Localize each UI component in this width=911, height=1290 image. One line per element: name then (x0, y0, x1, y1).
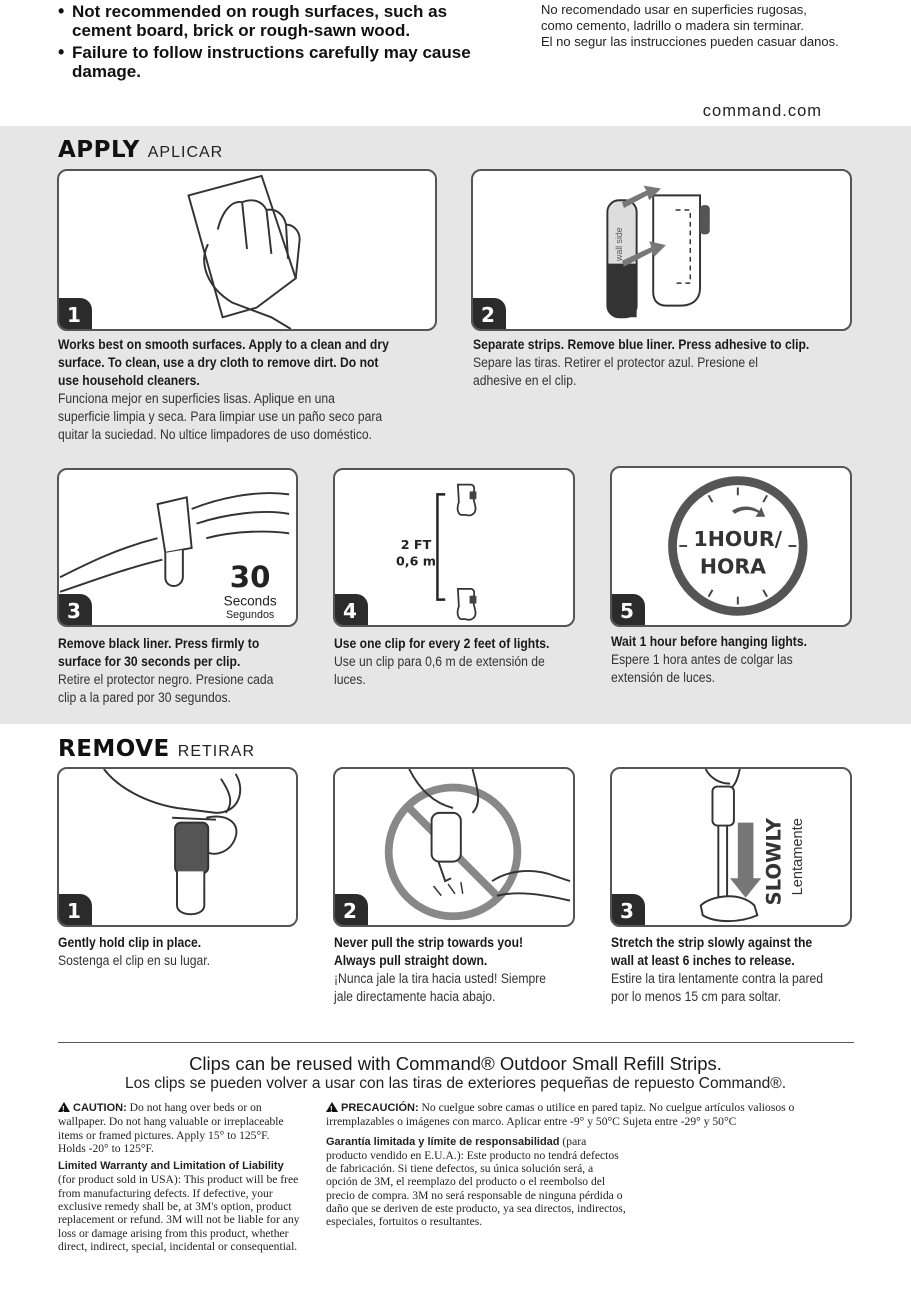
step-instruction-es: adhesive en el clip. (473, 373, 577, 388)
adhesive-strip-icon (473, 171, 850, 329)
apply-subtitle: APLICAR (147, 144, 224, 161)
remove-step-2-illustration (333, 767, 575, 927)
warnings-spanish (541, 2, 901, 50)
step-instruction-es: quitar la suciedad. No ultice limpadores de uso doméstico. (58, 427, 373, 442)
step-number-badge: 1 (57, 894, 92, 927)
step-number-badge: 2 (333, 894, 368, 927)
hold-clip-icon (59, 769, 296, 925)
step-instruction-es: Espere 1 hora antes de colgar las (611, 652, 793, 667)
step-instruction-es: Separe las tiras. Retirer el protector azul. Presione el (473, 355, 758, 370)
warranty-label: Limited Warranty and Limitation of Liability (58, 1160, 284, 1173)
stretch-strip-icon (612, 769, 850, 925)
step-number-badge: 4 (333, 594, 368, 627)
step-instruction-en: use household cleaners. (58, 373, 200, 388)
hand-wiping-icon (59, 171, 435, 329)
legal-english (58, 1101, 300, 1253)
apply-title: APPLY (58, 137, 140, 163)
step-instruction-es: superficie limpia y seca. Para limpiar use un paño seco para (58, 409, 383, 424)
legal-spanish (326, 1101, 854, 1229)
slowly-label: SLOWLY (762, 817, 786, 906)
step-instruction-es: Retire el protector negro. Presione cada (58, 672, 274, 687)
slowly-label-es: Lentamente (790, 818, 807, 896)
garantia-text: (para producto vendido en E.U.A.): Este producto no tendrá defectos de fabricación. Si tiene defectos, su única solución será, a opción de 3M, el reemplazo del producto o el reembolso del precio de compra. 3M no será responsable de ninguna pérdida o daño que se deriven de este producto, ya sea directos, indirectos, especiales, fortuitos o resultantes. (326, 1134, 626, 1229)
step-instruction-en: wall at least 6 inches to release. (611, 953, 795, 968)
apply-step-5-caption (611, 633, 861, 687)
reuse-note-en: Clips can be reused with Command® Outdoor Small Refill Strips. (189, 1053, 722, 1074)
warnings-english (58, 2, 478, 84)
timer-value: 30 (229, 559, 271, 594)
apply-heading (58, 137, 223, 163)
warning-es-line: El no segur las instrucciones pueden casuar danos. (541, 34, 839, 49)
warranty-text: (for product sold in USA): This product will be free from manufacturing defects. If defective, your exclusive remedy shall be, at 3M's option, product replacement or refund. 3M will not be liable for any loss or damage arising from this product, whether direct, indirect, special, incidental or consequential. (58, 1173, 300, 1253)
remove-title: REMOVE (58, 736, 170, 762)
precaucion-text: No cuelgue sobre camas o utilice en pared tapiz. No cuelgue artículos valiosos o irremplazables o imágenes con marco. Aplicar entre -9° y 50°C Sujeta entre -29° y 50°C (326, 1101, 795, 1129)
apply-step-2-caption (473, 336, 853, 390)
remove-step-2-caption (334, 934, 584, 1006)
distance-meters: 0,6 m (395, 553, 436, 569)
remove-step-3-caption (611, 934, 861, 1006)
step-instruction-es: ¡Nunca jale la tira hacia usted! Siempre (334, 971, 547, 986)
timer-unit: Seconds (223, 593, 277, 609)
step-number-badge: 1 (57, 298, 92, 331)
warning-item: • Failure to follow instructions carefully may cause damage. (58, 43, 478, 81)
warning-es-line: No recomendado usar en superficies rugosas, (541, 2, 807, 17)
caution-label: CAUTION: (73, 1102, 127, 1114)
step-instruction-es: extensión de luces. (611, 670, 716, 685)
divider (58, 1042, 854, 1043)
garantia-label: Garantía limitada y límite de responsabilidad (326, 1135, 560, 1148)
clock-text-line2: HORA (699, 554, 767, 579)
remove-step-1-caption (58, 934, 308, 970)
apply-step-3-illustration (57, 468, 298, 627)
step-number-badge: 2 (471, 298, 506, 331)
remove-subtitle: RETIRAR (177, 743, 255, 760)
step-instruction-en: Gently hold clip in place. (58, 935, 202, 950)
step-instruction-en: Works best on smooth surfaces. Apply to a clean and dry (58, 337, 389, 352)
step-number-badge: 5 (610, 594, 645, 627)
clip-spacing-icon (335, 470, 573, 625)
step-instruction-en: Always pull straight down. (334, 953, 488, 968)
step-instruction-en: surface. To clean, use a dry cloth to remove dirt. Do not (58, 355, 379, 370)
clock-icon (612, 468, 850, 625)
apply-step-1-caption (58, 336, 438, 444)
apply-step-4-caption (334, 635, 584, 689)
distance-feet: 2 FT (400, 536, 432, 552)
step-instruction-es: por lo menos 15 cm para soltar. (611, 989, 782, 1004)
apply-step-3-caption (58, 635, 308, 707)
precaucion-paragraph (326, 1101, 854, 1129)
precaucion-label: PRECAUCIÓN: (341, 1102, 419, 1114)
step-instruction-en: Use one clip for every 2 feet of lights. (334, 636, 550, 651)
caution-paragraph (58, 1101, 300, 1155)
apply-step-5-illustration (610, 466, 852, 627)
step-number-badge: 3 (610, 894, 645, 927)
caution-text: Do not hang over beds or on wallpaper. Do not hang valuable or irreplaceable items or framed pictures. Apply 15° to 125°F. Holds -20° to 125°F. (58, 1101, 284, 1155)
step-instruction-en: Stretch the strip slowly against the (611, 935, 813, 950)
garantia-paragraph (326, 1135, 626, 1229)
strip-label: wall side (614, 227, 624, 261)
step-instruction-es: jale directamente hacia abajo. (334, 989, 496, 1004)
warning-icon (326, 1102, 338, 1112)
step-instruction-es: Sostenga el clip en su lugar. (58, 953, 210, 968)
step-instruction-en: Never pull the strip towards you! (334, 935, 524, 950)
step-instruction-es: Use un clip para 0,6 m de extensión de (334, 654, 545, 669)
warning-es-line: como cemento, ladrillo o madera sin terminar. (541, 18, 805, 33)
press-clip-icon (59, 470, 296, 625)
prohibited-pull-icon (335, 769, 573, 925)
remove-step-3-illustration (610, 767, 852, 927)
step-instruction-en: surface for 30 seconds per clip. (58, 654, 241, 669)
step-instruction-es: luces. (334, 672, 366, 687)
apply-step-4-illustration (333, 468, 575, 627)
step-instruction-en: Wait 1 hour before hanging lights. (611, 634, 807, 649)
reuse-note-es: Los clips se pueden volver a usar con las tiras de exteriores pequeñas de repuesto Command®. (124, 1075, 787, 1092)
step-number-badge: 3 (57, 594, 92, 627)
apply-step-2-illustration (471, 169, 852, 331)
remove-heading (58, 736, 255, 762)
warning-icon (58, 1102, 70, 1112)
website-link[interactable]: command.com (702, 102, 822, 120)
clock-text-line1: 1HOUR/ (693, 527, 783, 552)
step-instruction-en: Separate strips. Remove blue liner. Press adhesive to clip. (473, 337, 810, 352)
warning-item: • Not recommended on rough surfaces, such as cement board, brick or rough-sawn wood. (58, 2, 478, 40)
remove-step-1-illustration (57, 767, 298, 927)
step-instruction-es: Funciona mejor en superficies lisas. Aplique en una (58, 391, 335, 406)
step-instruction-es: Estire la tira lentamente contra la pared (611, 971, 824, 986)
timer-unit-es: Segundos (225, 609, 275, 622)
step-instruction-es: clip a la pared por 30 segundos. (58, 690, 231, 705)
warranty-paragraph (58, 1159, 300, 1253)
apply-step-1-illustration (57, 169, 437, 331)
step-instruction-en: Remove black liner. Press firmly to (58, 636, 260, 651)
